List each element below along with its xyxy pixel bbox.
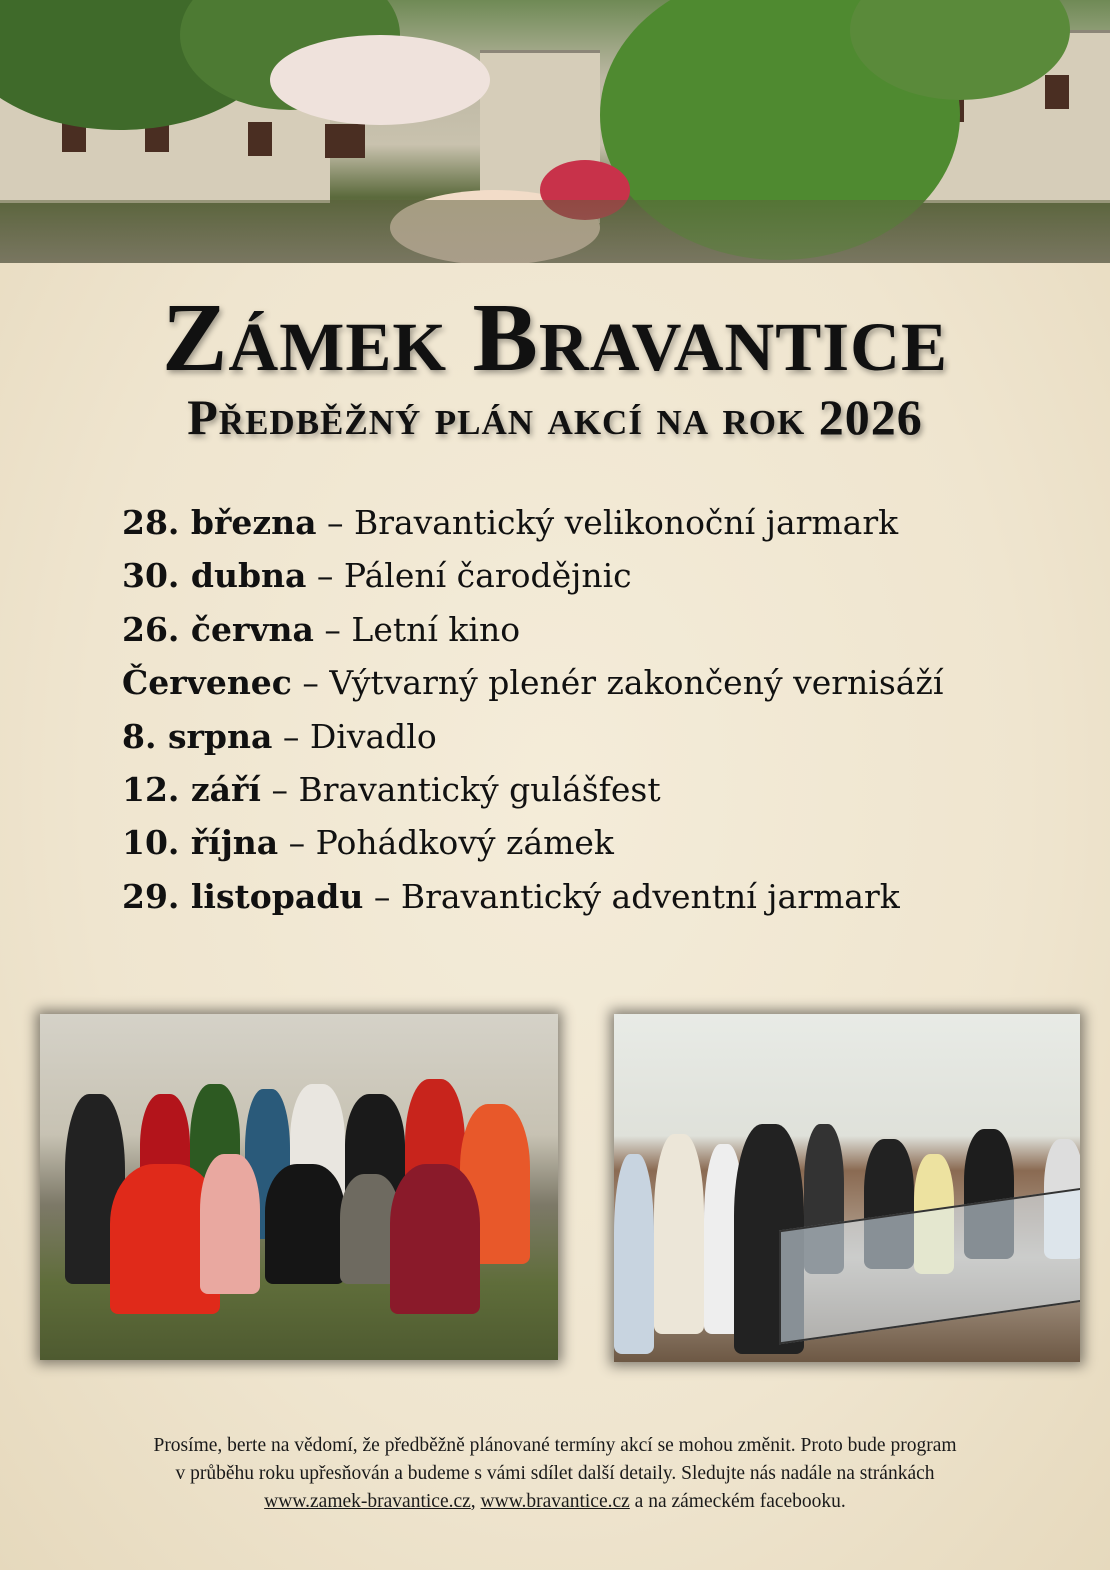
footer-note: [30, 1432, 1080, 1516]
bravantice-website-link[interactable]: www.bravantice.cz: [480, 1491, 630, 1512]
event-item: [122, 496, 943, 549]
event-name: Letní kino: [351, 609, 521, 649]
event-name: Bravantický adventní jarmark: [400, 876, 900, 916]
event-date: 28. března: [122, 503, 317, 542]
model-cars-exhibition-photo: [614, 1014, 1080, 1362]
event-item: [122, 870, 943, 923]
separator: –: [260, 769, 299, 809]
page-subtitle: Předběžný plán akcí na rok 2026: [187, 389, 923, 445]
separator: –: [316, 503, 354, 542]
event-date: 12. září: [122, 769, 261, 809]
event-name: Pálení čarodějnic: [343, 556, 632, 596]
footer-line: Prosíme, berte na vědomí, že předběžně plánované termíny akcí se mohou změnit. Proto bude program: [153, 1435, 957, 1456]
event-name: Bravantický gulášfest: [298, 769, 661, 809]
separator: –: [313, 609, 352, 649]
page-title: Zámek Bravantice: [162, 284, 948, 392]
event-name: Bravantický velikonoční jarmark: [353, 503, 899, 542]
event-date: 26. června: [122, 609, 314, 649]
footer-tail: a na zámeckém facebooku.: [629, 1491, 846, 1512]
separator: ,: [470, 1491, 481, 1512]
zamek-website-link[interactable]: www.zamek-bravantice.cz: [264, 1491, 471, 1512]
event-date: 8. srpna: [122, 716, 273, 756]
event-item: [122, 710, 943, 763]
event-date: Červenec: [122, 663, 292, 703]
event-name: Divadlo: [309, 716, 437, 756]
event-date: 10. října: [122, 823, 279, 863]
separator: –: [278, 823, 316, 863]
castle-garden-photo: [0, 0, 1110, 263]
event-item: [122, 549, 943, 602]
separator: –: [306, 556, 344, 596]
event-item: [122, 603, 943, 656]
event-item: [122, 763, 943, 816]
witches-group-photo: [40, 1014, 558, 1360]
footer-line: v průběhu roku upřesňován a budeme s vámi sdílet další detaily. Sledujte nás nadále na stránkách: [175, 1463, 935, 1484]
event-name: Výtvarný plenér zakončený vernisáží: [329, 663, 944, 703]
separator: –: [291, 663, 330, 703]
event-item: [122, 816, 943, 869]
event-date: 29. listopadu: [122, 876, 364, 916]
separator: –: [272, 716, 310, 756]
footer-line: [30, 1488, 1080, 1516]
separator: –: [363, 876, 401, 916]
event-item: [122, 656, 943, 709]
event-list: [122, 496, 943, 923]
event-date: 30. dubna: [122, 556, 307, 596]
event-name: Pohádkový zámek: [315, 823, 614, 863]
